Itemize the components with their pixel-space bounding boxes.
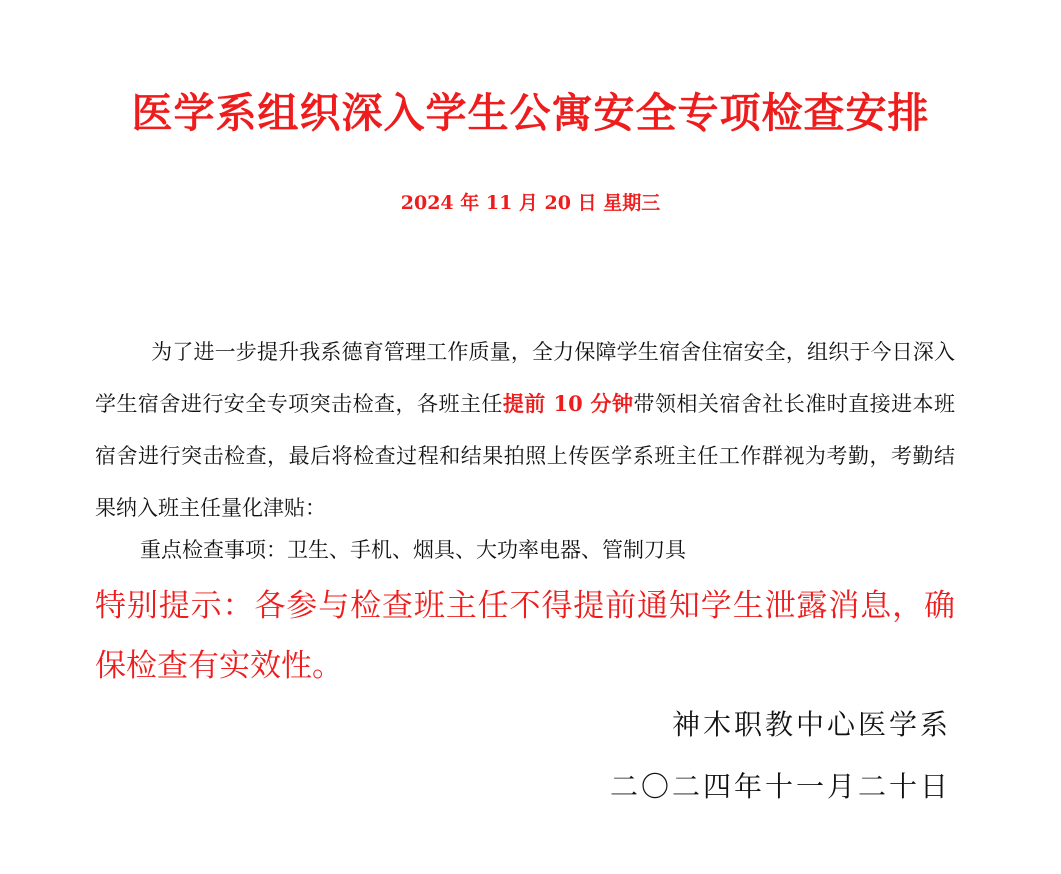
highlight-text: 提前 10 分钟 (502, 391, 634, 416)
document-title: 医学系组织深入学生公寓安全专项检查安排 (131, 89, 930, 137)
body-paragraph (95, 326, 955, 534)
signature-date: 二〇二四年十一月二十日 (609, 770, 951, 803)
document-date: 2024 年 11 月 20 日 星期三 (400, 192, 661, 214)
key-inspection-items: 重点检查事项：卫生、手机、烟具、大功率电器、管制刀具 (140, 538, 686, 562)
special-notice: 特别提示：各参与检查班主任不得提前通知学生泄露消息，确保检查有实效性。 (95, 588, 955, 684)
body-text-part2: 带领相关宿舍社长准时直接进本班宿舍进行突击检查，最后将检查过程和结果拍照上传医学系班主任工作群视为考勤，考勤结果纳入班主任量化津贴： (95, 392, 955, 520)
signature-organization: 神木职教中心医学系 (671, 708, 951, 741)
body-text-part1: 为了进一步提升我系德育管理工作质量，全力保障学生宿舍住宿安全，组织于今日深入学生宿舍进行安全专项突击检查，各班主任 (95, 340, 955, 416)
